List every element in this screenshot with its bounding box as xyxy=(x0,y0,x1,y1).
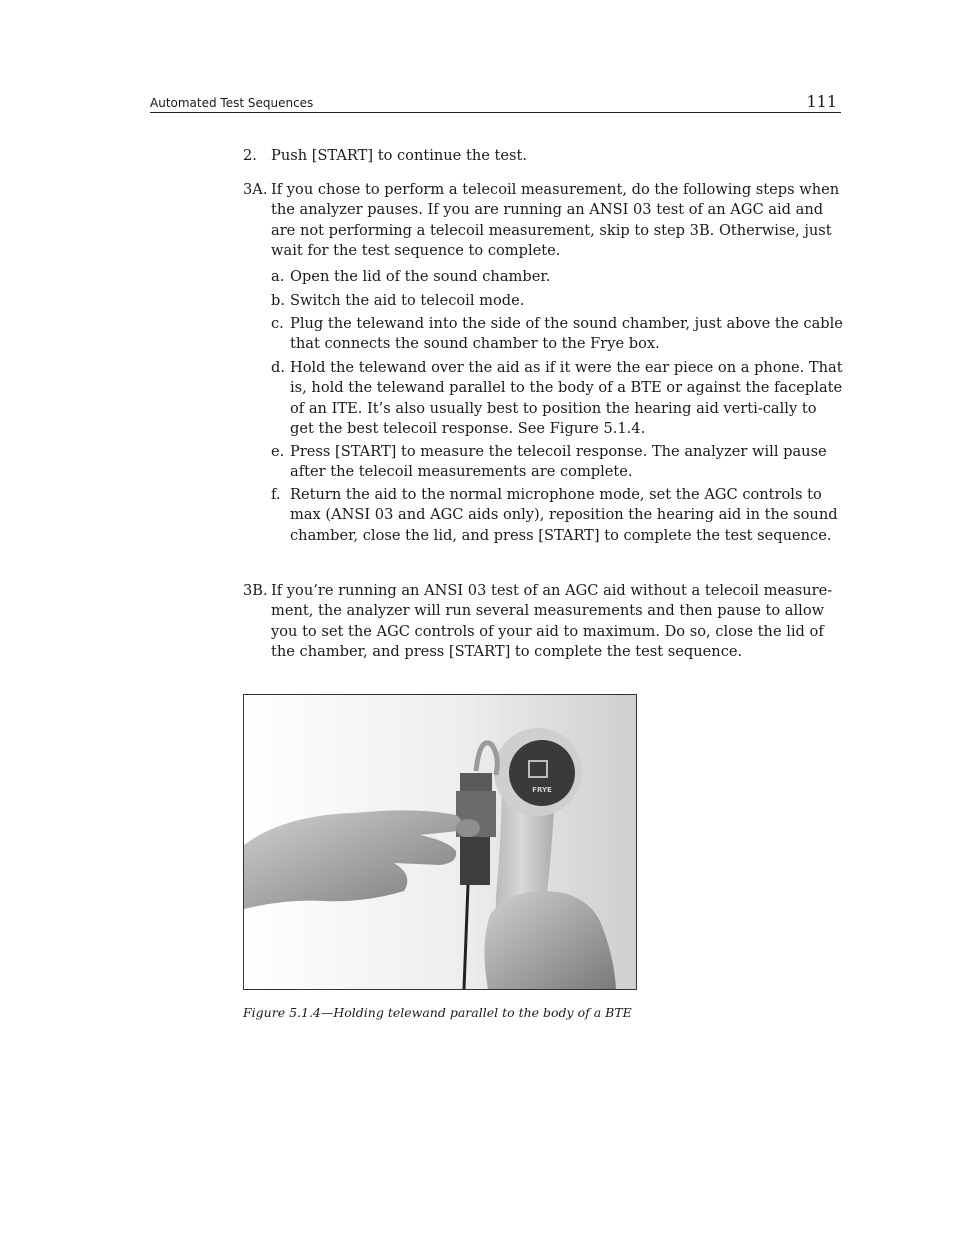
substep-text: Open the lid of the sound chamber. xyxy=(290,268,551,285)
substep-marker: a. xyxy=(271,268,285,285)
telewand-photo xyxy=(244,695,636,989)
substep-b xyxy=(271,291,843,311)
substep-text: Plug the telewand into the side of the sound chamber, just above the cable that connects the sound chamber to the Frye box. xyxy=(290,315,843,353)
substep-marker: d. xyxy=(271,359,285,376)
left-thumb xyxy=(456,819,480,837)
step-3a xyxy=(243,180,843,262)
substep-text: Return the aid to the normal microphone mode, set the AGC controls to max (ANSI 03 and AGC aids only), reposition the hearing aid in the sound chamber, close the lid, and press [START] to complete the test sequence. xyxy=(290,486,838,544)
substep-text: Switch the aid to telecoil mode. xyxy=(290,292,525,309)
substep-f xyxy=(271,485,843,546)
step-text: Push [START] to continue the test. xyxy=(271,147,527,164)
header-title: Automated Test Sequences xyxy=(150,96,314,110)
hearing-aid-adapter xyxy=(460,837,490,885)
substep-text: Press [START] to measure the telecoil response. The analyzer will pause after the telecoil measurements are complete. xyxy=(290,443,827,481)
running-header xyxy=(150,90,841,113)
substep-marker: e. xyxy=(271,443,285,460)
figure-caption: Figure 5.1.4—Holding telewand parallel to the body of a BTE xyxy=(243,1005,632,1020)
substep-c xyxy=(271,314,843,355)
substep-text: Hold the telewand over the aid as if it were the ear piece on a phone. That is, hold the telewand parallel to the body of a BTE or against the faceplate of an ITE. It’s also usually best to position the hearing aid verti-cally to get the best telecoil response. See Figure 5.1.4. xyxy=(290,359,843,438)
substep-marker: f. xyxy=(271,486,281,503)
substep-a xyxy=(271,267,843,287)
step-2 xyxy=(243,146,843,166)
page-number: 111 xyxy=(806,92,837,111)
substep-d xyxy=(271,358,843,440)
telewand-faceplate xyxy=(509,740,575,806)
step-marker: 3A. xyxy=(243,181,268,198)
substep-e xyxy=(271,442,843,483)
step-marker: 2. xyxy=(243,147,257,164)
substep-marker: c. xyxy=(271,315,284,332)
step-text: If you’re running an ANSI 03 test of an AGC aid without a telecoil measure-ment, the analyzer will run several measurements and then pause to allow you to set the AGC controls of your aid to maximum. Do so, close the lid of the chamber, and press [START] to complete the test sequence. xyxy=(271,582,833,661)
step-text: If you chose to perform a telecoil measurement, do the following steps when the analyzer pauses. If you are running an ANSI 03 test of an AGC aid and are not performing a telecoil measurement, skip to step 3B. Otherwise, just wait for the test sequence to complete. xyxy=(271,181,840,260)
frye-logo-text: FRYE xyxy=(532,786,552,794)
step-3b xyxy=(243,581,843,663)
substep-marker: b. xyxy=(271,292,285,309)
step-marker: 3B. xyxy=(243,582,268,599)
hearing-aid-top xyxy=(460,773,492,791)
figure-photo xyxy=(243,694,637,990)
